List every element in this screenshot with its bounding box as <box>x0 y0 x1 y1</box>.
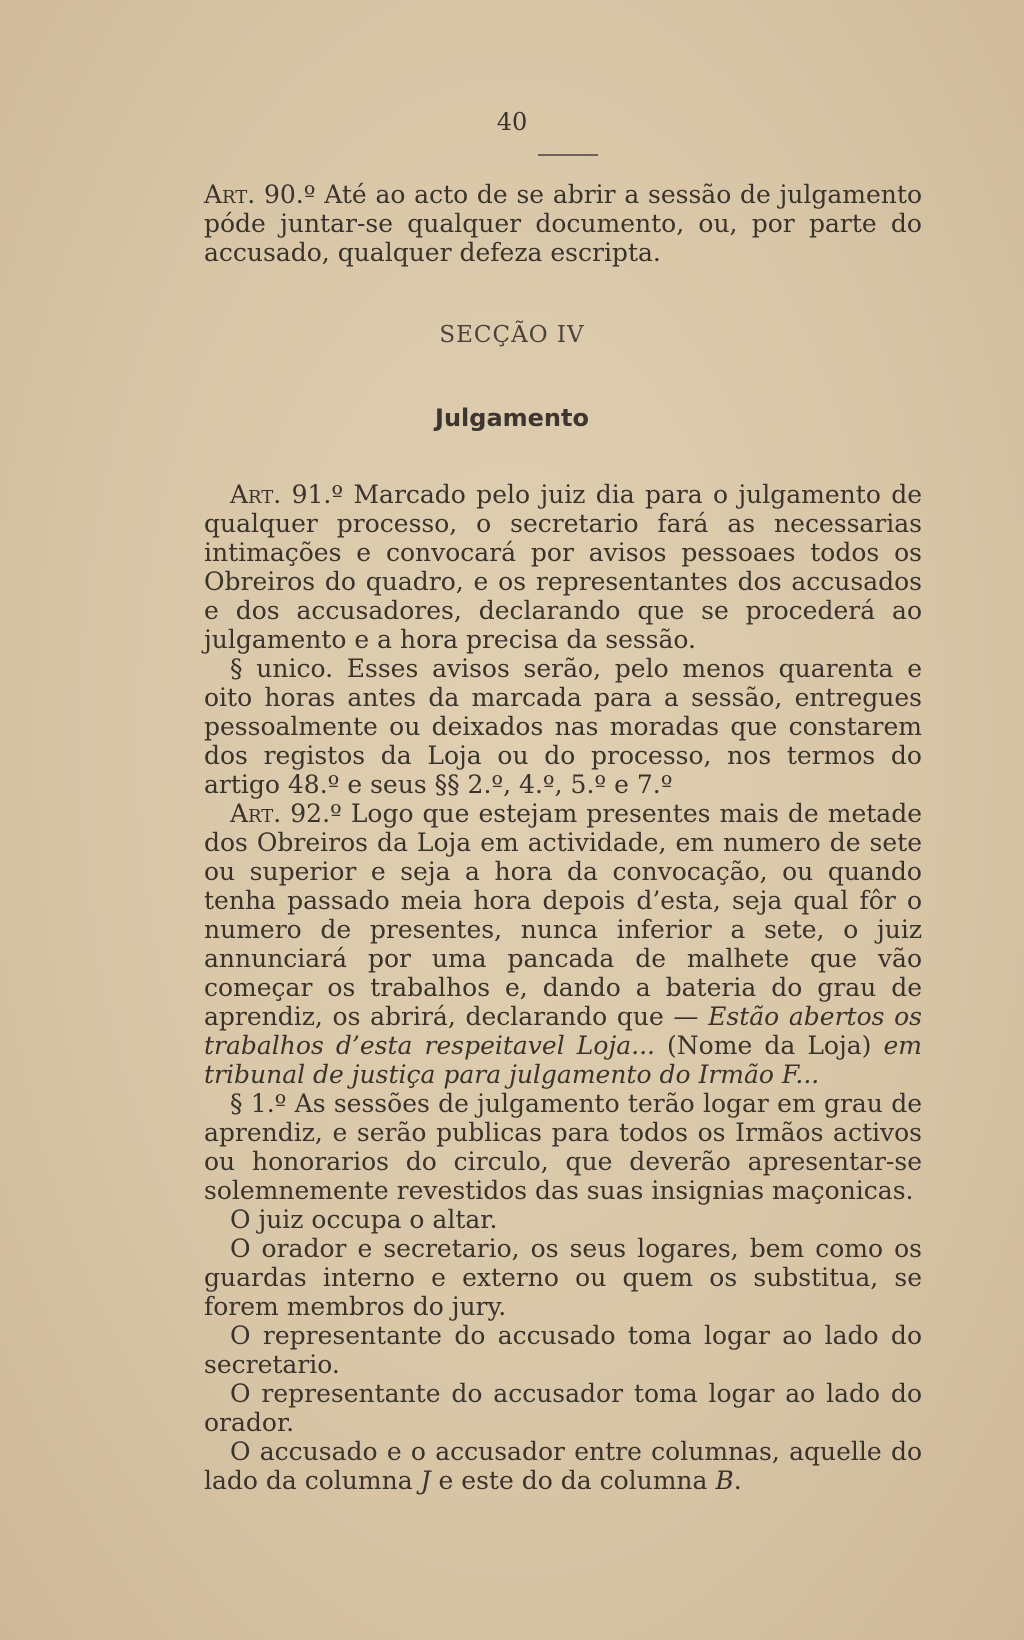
column-j-label: J <box>420 1466 431 1495</box>
article-label: Art. <box>230 799 282 828</box>
page-number-rule <box>538 154 598 156</box>
section-subtitle: Julgamento <box>435 404 589 432</box>
paragraph-judge: O juiz occupa o altar. <box>230 1205 498 1234</box>
page-number: 40 <box>496 108 528 136</box>
article-92-paragraph-1: § 1.º As sessões de julgamento terão logar em grau de aprendiz, e serão publicas para todos os Irmãos activos ou honorarios do circulo, que deverão apresentar-se solemnemente revestidos das suas insignias maçonicas. <box>204 1089 922 1205</box>
paragraph-columns <box>204 1437 922 1495</box>
article-label: Art. <box>230 480 282 509</box>
columns-text: O accusado e o accusador entre columnas, aquelle do lado da columna <box>204 1437 922 1495</box>
article-number: 91.º <box>281 480 344 509</box>
column-b-label: B <box>715 1466 734 1495</box>
article-text-italic-tribunal: em tribunal de justiça para julgamento do Irmão F... <box>204 1031 922 1089</box>
article-number: 90.º <box>255 180 316 209</box>
paragraph-representative-accused: O representante do accusado toma logar ao lado do secretario. <box>204 1321 922 1379</box>
article-text: Até ao acto de se abrir a sessão de julgamento póde juntar-se qualquer documento, ou, por parte do accusado, qualquer defeza escripta. <box>204 180 922 267</box>
main-body <box>204 480 922 1495</box>
article-91-single-paragraph: § unico. Esses avisos serão, pelo menos quarenta e oito horas antes da marcada para a sessão, entregues pessoalmente ou deixados nas moradas que constarem dos registos da Loja ou do processo, nos termos do artigo 48.º e seus §§ 2.º, 4.º, 5.º e 7.º <box>204 654 922 799</box>
columns-text-middle: e este do da columna <box>430 1466 716 1495</box>
article-text-italic-formula: Estão abertos os trabalhos d’esta respeitavel Loja... <box>204 1002 923 1060</box>
article-92 <box>204 799 922 1089</box>
paragraph-orator: O orador e secretario, os seus logares, bem como os guardas interno e externo ou quem os substitua, se forem membros do jury. <box>204 1234 922 1321</box>
article-text-lodge-name: (Nome da Loja) <box>654 1031 884 1060</box>
article-text: Logo que estejam presentes mais de metade dos Obreiros da Loja em actividade, em numero de sete ou superior e seja a hora da convocação, ou quando tenha passado meia hora depois d’esta, seja qual fôr o numero de presentes, nunca inferior a sete, o juiz annunciará por uma pancada de malhete que vão começar os trabalhos e, dando a bateria do grau de aprendiz, os abrirá, declarando que — <box>204 799 922 1031</box>
article-label: Art. <box>204 180 256 209</box>
article-number: 92.º <box>281 799 342 828</box>
paragraph-representative-accuser: O representante do accusador toma logar ao lado do orador. <box>204 1379 922 1437</box>
article-90 <box>204 180 922 267</box>
columns-text-end: . <box>733 1466 742 1495</box>
article-text: Marcado pelo juiz dia para o julgamento de qualquer processo, o secretario fará as necessarias intimações e convocará por avisos pessoaes todos os Obreiros do quadro, e os representantes dos accusados e dos accusadores, declarando que se procederá ao julgamento e a hora precisa da sessão. <box>204 480 923 654</box>
section-title: SECÇÃO IV <box>439 322 585 348</box>
article-91 <box>204 480 922 654</box>
